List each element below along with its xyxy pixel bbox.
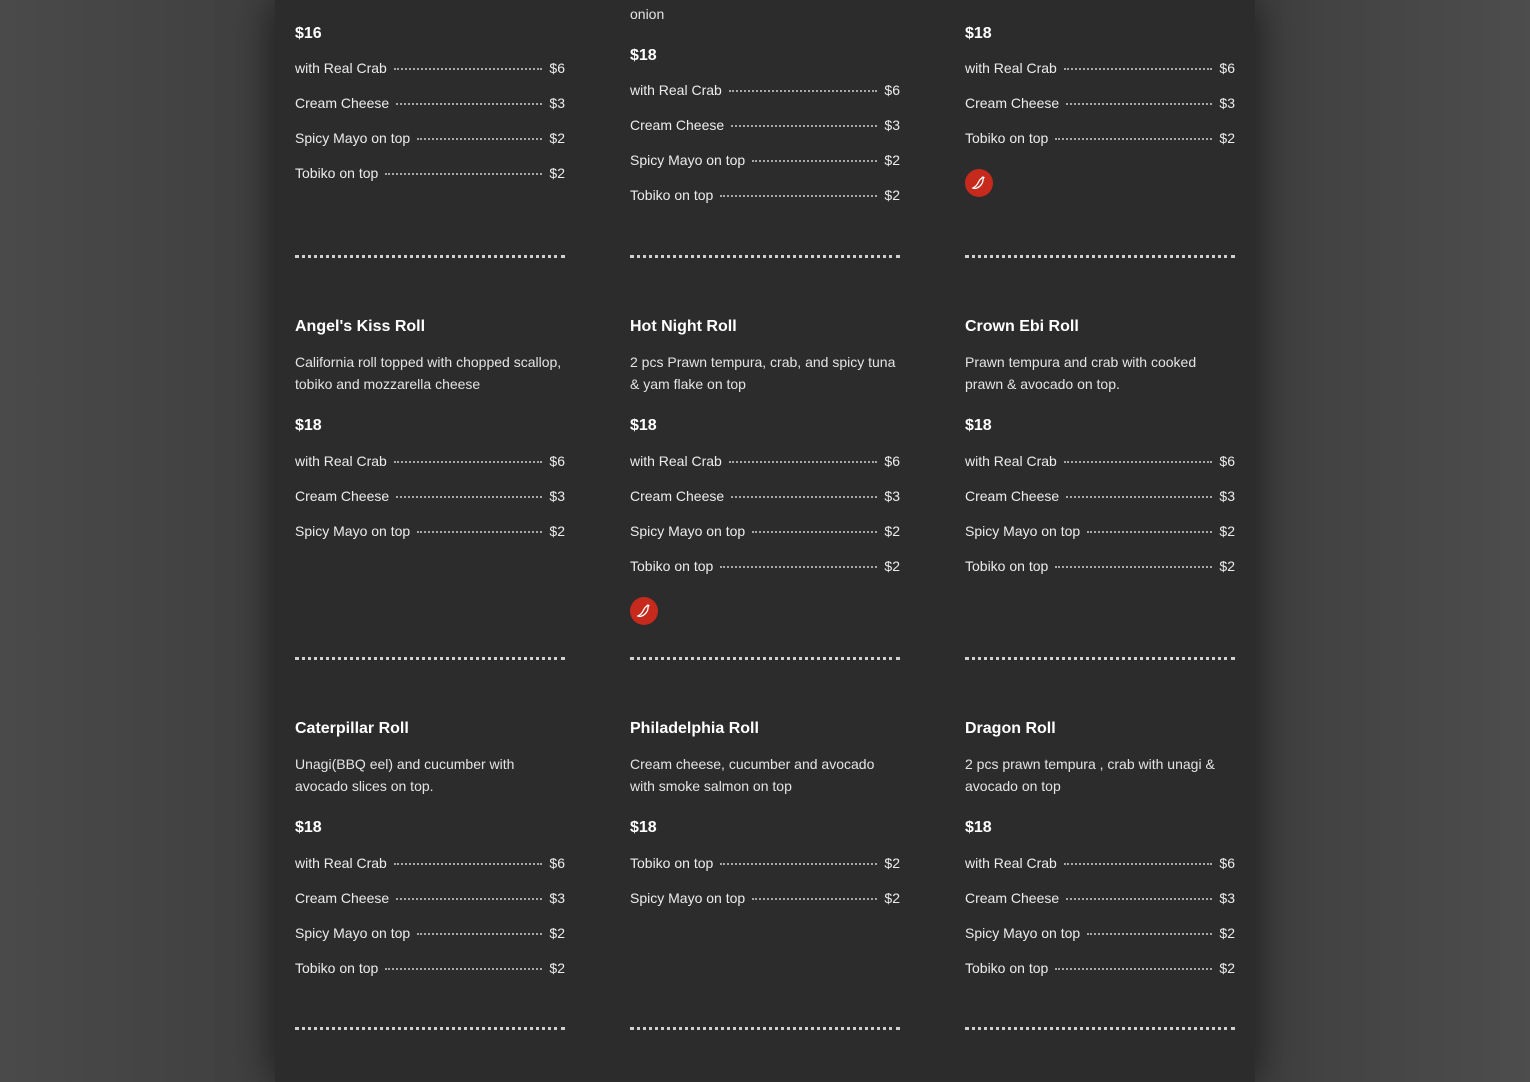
addon-name: Spicy Mayo on top: [295, 130, 411, 146]
chili-pepper-icon: [965, 169, 993, 197]
dot-leader: [1055, 137, 1212, 140]
item-price: $16: [295, 25, 322, 42]
item-title: Angel's Kiss Roll: [295, 318, 426, 335]
section-divider: [295, 1027, 565, 1030]
menu-item-card: [965, 718, 1235, 995]
addon-row[interactable]: [630, 187, 900, 222]
dot-leader: [417, 530, 542, 533]
addon-list: [630, 453, 900, 593]
addon-price: $6: [1219, 855, 1235, 871]
dot-leader: [720, 862, 877, 865]
addon-name: with Real Crab: [295, 453, 387, 469]
addon-row[interactable]: [295, 488, 565, 523]
dot-leader: [1066, 897, 1212, 900]
addon-price: $2: [1219, 558, 1235, 574]
addon-row[interactable]: [630, 488, 900, 523]
dot-leader: [1064, 862, 1213, 865]
dot-leader: [1064, 460, 1213, 463]
addon-list: [295, 855, 565, 995]
addon-row[interactable]: [965, 925, 1235, 960]
addon-price: $2: [884, 152, 900, 168]
addon-price: $2: [1219, 925, 1235, 941]
dot-leader: [720, 565, 877, 568]
item-description: Cream cheese, cucumber and avocado with smoke salmon on top: [630, 756, 875, 794]
addon-row[interactable]: [630, 523, 900, 558]
dot-leader: [752, 159, 877, 162]
item-description: Prawn tempura and crab with cooked prawn & avocado on top.: [965, 354, 1197, 392]
addon-name: Spicy Mayo on top: [630, 152, 746, 168]
section-divider: [630, 657, 900, 660]
addon-name: Spicy Mayo on top: [630, 523, 746, 539]
item-title: Caterpillar Roll: [295, 720, 409, 737]
addon-name: Tobiko on top: [630, 558, 714, 574]
addon-name: Tobiko on top: [965, 130, 1049, 146]
dot-leader: [396, 102, 542, 105]
dot-leader: [1087, 932, 1212, 935]
dot-leader: [1066, 495, 1212, 498]
section-divider: [965, 657, 1235, 660]
item-description: Unagi(BBQ eel) and cucumber with avocado slices on top.: [295, 756, 515, 794]
menu-panel: [275, 0, 1255, 1082]
item-price: $18: [295, 819, 322, 836]
section-divider: [295, 255, 565, 258]
dot-leader: [385, 967, 542, 970]
dot-leader: [729, 89, 878, 92]
item-description: 2 pcs prawn tempura , crab with unagi & avocado on top: [965, 756, 1215, 794]
addon-price: $2: [884, 558, 900, 574]
menu-item-card: [965, 23, 1235, 197]
section-divider: [630, 255, 900, 258]
addon-price: $6: [884, 82, 900, 98]
addon-name: with Real Crab: [965, 60, 1057, 76]
addon-row[interactable]: [295, 95, 565, 130]
addon-row[interactable]: [295, 130, 565, 165]
addon-row[interactable]: [965, 488, 1235, 523]
addon-name: with Real Crab: [965, 453, 1057, 469]
addon-row[interactable]: [630, 82, 900, 117]
addon-price: $2: [884, 855, 900, 871]
dot-leader: [417, 137, 542, 140]
dot-leader: [1055, 967, 1212, 970]
addon-list: [965, 855, 1235, 995]
addon-name: Cream Cheese: [965, 488, 1060, 504]
addon-row[interactable]: [630, 152, 900, 187]
dot-leader: [396, 495, 542, 498]
addon-row[interactable]: [630, 558, 900, 593]
addon-name: with Real Crab: [295, 60, 387, 76]
dot-leader: [385, 172, 542, 175]
addon-price: $3: [549, 488, 565, 504]
section-divider: [965, 1027, 1235, 1030]
addon-name: Spicy Mayo on top: [295, 523, 411, 539]
menu-item-card: [630, 316, 900, 625]
addon-list: [965, 453, 1235, 593]
addon-row[interactable]: [965, 523, 1235, 558]
addon-name: Spicy Mayo on top: [965, 925, 1081, 941]
addon-row[interactable]: [630, 855, 900, 890]
addon-price: $2: [549, 925, 565, 941]
dot-leader: [720, 194, 877, 197]
menu-item-card: [630, 718, 900, 925]
addon-name: Spicy Mayo on top: [630, 890, 746, 906]
addon-row[interactable]: [295, 60, 565, 95]
item-description: California roll topped with chopped scallop, tobiko and mozzarella cheese: [295, 354, 562, 392]
dot-leader: [1066, 102, 1212, 105]
addon-name: Tobiko on top: [965, 960, 1049, 976]
item-price: $18: [630, 47, 657, 64]
addon-price: $2: [884, 187, 900, 203]
dot-leader: [752, 530, 877, 533]
dot-leader: [394, 862, 543, 865]
dot-leader: [1064, 67, 1213, 70]
addon-price: $2: [549, 960, 565, 976]
addon-row[interactable]: [295, 960, 565, 995]
addon-price: $3: [549, 890, 565, 906]
addon-price: $2: [884, 890, 900, 906]
item-price: $18: [630, 417, 657, 434]
addon-row[interactable]: [630, 117, 900, 152]
addon-name: Cream Cheese: [295, 890, 390, 906]
addon-name: Cream Cheese: [630, 117, 725, 133]
dot-leader: [1087, 530, 1212, 533]
addon-row[interactable]: [965, 453, 1235, 488]
addon-name: Cream Cheese: [630, 488, 725, 504]
addon-row[interactable]: [965, 95, 1235, 130]
dot-leader: [394, 67, 543, 70]
addon-name: Cream Cheese: [295, 95, 390, 111]
addon-price: $2: [1219, 960, 1235, 976]
addon-row[interactable]: [965, 130, 1235, 165]
item-title: Hot Night Roll: [630, 318, 737, 335]
item-price: $18: [630, 819, 657, 836]
addon-price: $2: [549, 523, 565, 539]
item-description: onion: [630, 6, 665, 22]
dot-leader: [752, 897, 877, 900]
dot-leader: [394, 460, 543, 463]
item-title: Crown Ebi Roll: [965, 318, 1079, 335]
addon-row[interactable]: [630, 890, 900, 925]
addon-row[interactable]: [965, 960, 1235, 995]
addon-price: $2: [549, 130, 565, 146]
addon-row[interactable]: [965, 890, 1235, 925]
dot-leader: [729, 460, 878, 463]
addon-list: [295, 60, 565, 200]
addon-row[interactable]: [965, 60, 1235, 95]
section-divider: [295, 657, 565, 660]
addon-name: Cream Cheese: [965, 95, 1060, 111]
section-divider: [965, 255, 1235, 258]
addon-price: $6: [549, 453, 565, 469]
addon-price: $6: [549, 855, 565, 871]
menu-item-card: [630, 3, 900, 222]
addon-name: Cream Cheese: [965, 890, 1060, 906]
menu-item-card: [295, 316, 565, 558]
addon-row[interactable]: [295, 890, 565, 925]
addon-price: $3: [884, 117, 900, 133]
addon-price: $3: [1219, 95, 1235, 111]
addon-list: [630, 855, 900, 925]
addon-name: with Real Crab: [630, 453, 722, 469]
addon-price: $3: [1219, 488, 1235, 504]
addon-price: $6: [1219, 453, 1235, 469]
item-price: $18: [965, 25, 992, 42]
item-price: $18: [965, 819, 992, 836]
addon-price: $3: [884, 488, 900, 504]
addon-name: Tobiko on top: [630, 187, 714, 203]
addon-row[interactable]: [295, 453, 565, 488]
menu-item-card: [965, 316, 1235, 593]
addon-name: Tobiko on top: [965, 558, 1049, 574]
addon-price: $6: [1219, 60, 1235, 76]
item-title: Dragon Roll: [965, 720, 1056, 737]
dot-leader: [396, 897, 542, 900]
addon-price: $2: [1219, 523, 1235, 539]
addon-row[interactable]: [965, 855, 1235, 890]
addon-list: [965, 60, 1235, 165]
addon-row[interactable]: [295, 523, 565, 558]
addon-name: Spicy Mayo on top: [295, 925, 411, 941]
addon-price: $3: [1219, 890, 1235, 906]
addon-price: $6: [884, 453, 900, 469]
addon-name: Cream Cheese: [295, 488, 390, 504]
dot-leader: [417, 932, 542, 935]
item-price: $18: [295, 417, 322, 434]
addon-name: Tobiko on top: [295, 165, 379, 181]
menu-item-card: [295, 718, 565, 995]
addon-list: [630, 82, 900, 222]
addon-list: [295, 453, 565, 558]
addon-price: $2: [1219, 130, 1235, 146]
addon-price: $2: [884, 523, 900, 539]
addon-row[interactable]: [295, 855, 565, 890]
chili-pepper-icon: [630, 597, 658, 625]
addon-name: with Real Crab: [630, 82, 722, 98]
addon-price: $6: [549, 60, 565, 76]
addon-row[interactable]: [965, 558, 1235, 593]
addon-name: with Real Crab: [965, 855, 1057, 871]
dot-leader: [1055, 565, 1212, 568]
addon-price: $2: [549, 165, 565, 181]
item-description: 2 pcs Prawn tempura, crab, and spicy tuna & yam flake on top: [630, 354, 896, 392]
addon-row[interactable]: [630, 453, 900, 488]
addon-name: Tobiko on top: [630, 855, 714, 871]
addon-name: with Real Crab: [295, 855, 387, 871]
dot-leader: [731, 495, 877, 498]
section-divider: [630, 1027, 900, 1030]
addon-name: Spicy Mayo on top: [965, 523, 1081, 539]
item-price: $18: [965, 417, 992, 434]
dot-leader: [731, 124, 877, 127]
addon-row[interactable]: [295, 165, 565, 200]
menu-item-card: [295, 23, 565, 200]
addon-price: $3: [549, 95, 565, 111]
addon-row[interactable]: [295, 925, 565, 960]
item-title: Philadelphia Roll: [630, 720, 759, 737]
addon-name: Tobiko on top: [295, 960, 379, 976]
